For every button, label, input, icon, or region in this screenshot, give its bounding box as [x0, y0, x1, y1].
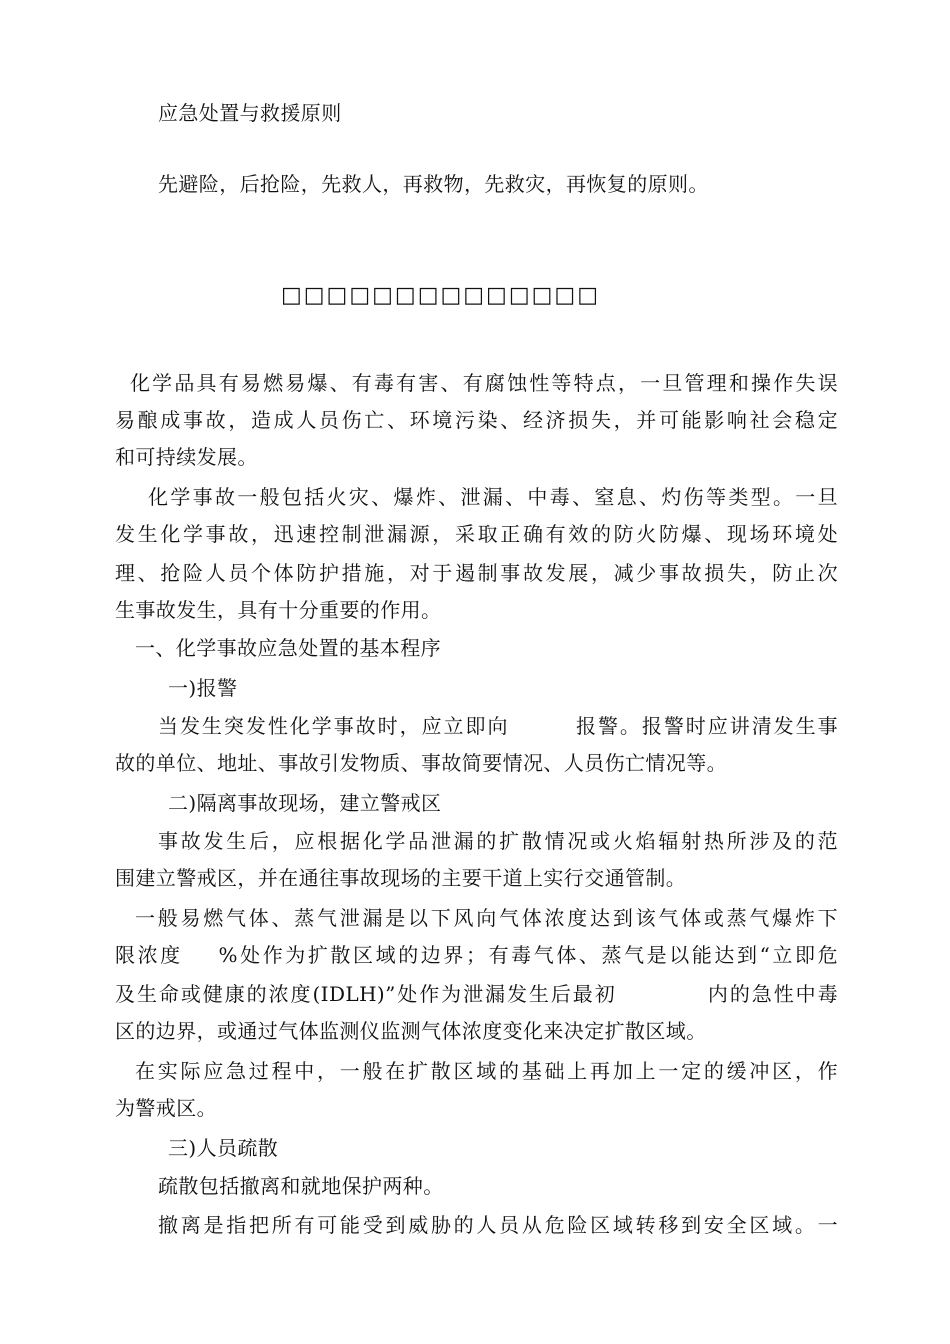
garbled-heading [245, 260, 600, 332]
body-line: 理、抢险人员个体防护措施，对于遏制事故发展，减少事故损失，防止次 [115, 561, 838, 585]
body-line: 易酿成事故，造成人员伤亡、环境污染、经济损失，并可能影响社会稳定 [115, 408, 838, 432]
body-line: 发生化学事故，迅速控制泄漏源，采取正确有效的防火防爆、现场环境处 [115, 522, 838, 546]
body-line: 及生命或健康的浓度(IDLH)”处作为泄漏发生后最初 内的急性中毒 [115, 982, 838, 1006]
body-line: 和可持续发展。 [115, 445, 258, 469]
body-line: 区的边界，或通过气体监测仪监测气体浓度变化来决定扩散区域。 [115, 1019, 707, 1043]
body-line: 疏散包括撤离和就地保护两种。 [158, 1174, 444, 1198]
missing-glyph-box: □□□□□□□□□□□□□□ [280, 283, 600, 308]
body-line: 故的单位、地址、事故引发物质、事故简要情况、人员伤亡情况等。 [115, 751, 727, 775]
subsection-heading: 一)报警 [168, 676, 238, 700]
body-line: 化学品具有易燃易爆、有毒有害、有腐蚀性等特点，一旦管理和操作失误 [130, 371, 838, 395]
body-line: 围建立警戒区，并在通往事故现场的主要干道上实行交通管制。 [115, 866, 687, 890]
section-heading: 一、化学事故应急处置的基本程序 [135, 636, 441, 660]
subsection-heading: 三)人员疏散 [168, 1136, 279, 1160]
subsection-heading: 二)隔离事故现场，建立警戒区 [168, 791, 442, 815]
body-line: 化学事故一般包括火灾、爆炸、泄漏、中毒、窒息、灼伤等类型。一旦 [148, 485, 838, 509]
body-line: 事故发生后，应根据化学品泄漏的扩散情况或火焰辐射热所涉及的范 [158, 829, 838, 853]
body-line: 为警戒区。 [115, 1096, 217, 1120]
body-line: 生事故发生，具有十分重要的作用。 [115, 598, 442, 622]
section-title: 应急处置与救援原则 [158, 101, 342, 125]
principle-text: 先避险，后抢险，先救人，再救物，先救灾，再恢复的原则。 [158, 172, 709, 196]
body-line: 撤离是指把所有可能受到威胁的人员从危险区域转移到安全区域。一 [158, 1213, 838, 1237]
body-line: 限浓度 %处作为扩散区域的边界；有毒气体、蒸气是以能达到“立即危 [115, 943, 838, 967]
body-line: 一般易燃气体、蒸气泄漏是以下风向气体浓度达到该气体或蒸气爆炸下 [135, 906, 838, 930]
body-line: 在实际应急过程中，一般在扩散区域的基础上再加上一定的缓冲区，作 [135, 1059, 838, 1083]
body-line: 当发生突发性化学事故时，应立即向 报警。报警时应讲清发生事 [158, 714, 838, 738]
